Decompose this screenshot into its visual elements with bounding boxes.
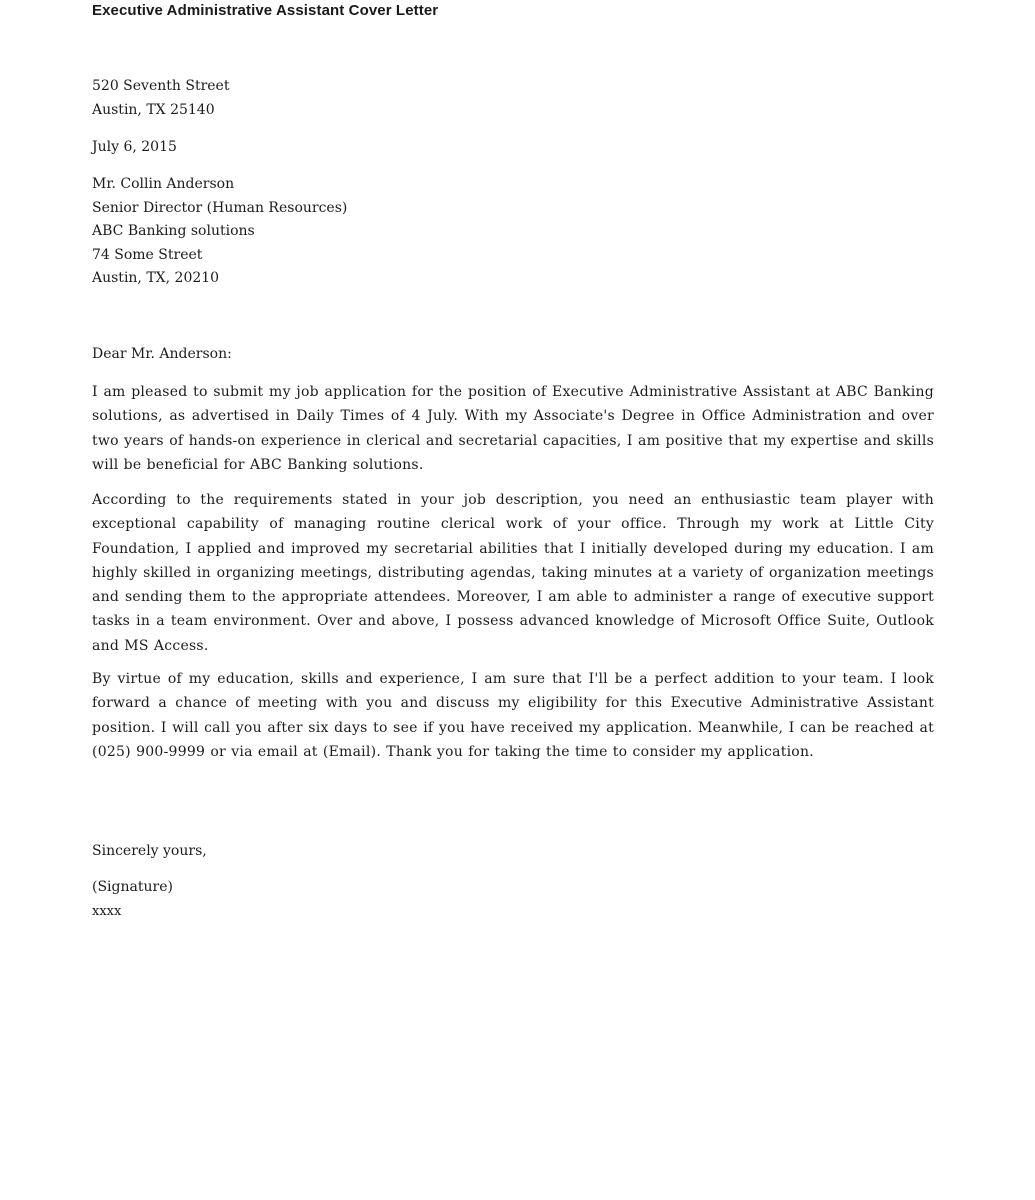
closing [92,840,942,864]
salutation-text: Dear Mr. Anderson: [92,346,232,362]
sender-street: 520 Seventh Street [92,78,230,94]
recipient-city: Austin, TX, 20210 [92,270,220,286]
recipient-name: Mr. Collin Anderson [92,176,235,192]
sender-address [92,75,942,122]
paragraph-2 [92,488,934,658]
paragraph-2-text: According to the requirements stated in your job description, you need an enthusiastic team player with exceptional capability of managing routine clerical work of your office. Through my work at Little City Foundation, I applied and improved my secretarial abilities that I initially developed during my education. I am highly skilled in organizing meetings, distributing agendas, taking minutes at a variety of organization meetings and sending them to the appropriate attendees. Moreover, I am able to administer a range of executive support tasks in a team environment. Over and above, I possess advanced knowledge of Microsoft Office Suite, Outlook and MS Access. [92,492,934,654]
paragraph-1-text: I am pleased to submit my job application for the position of Executive Administrative Assistant at ABC Banking solutions, as advertised in Daily Times of 4 July. With my Associate's Degree in Office Administration and over two years of hands-on experience in clerical and secretarial capacities, I am positive that my expertise and skills will be beneficial for ABC Banking solutions. [92,384,934,473]
document-title: Executive Administrative Assistant Cover Letter [92,2,439,19]
salutation [92,343,942,367]
recipient-street: 74 Some Street [92,246,203,263]
paragraph-1 [92,380,934,477]
letter-date [92,136,942,160]
recipient-company: ABC Banking solutions [92,223,255,239]
signature-text: (Signature) [92,879,173,895]
date-text: July 6, 2015 [92,139,177,155]
sender-city: Austin, TX 25140 [92,101,215,118]
recipient-title: Senior Director (Human Resources) [92,199,348,216]
paragraph-3-text: By virtue of my education, skills and experience, I am sure that I'll be a perfect addition to your team. I look forward a chance of meeting with you and discuss my eligibility for this Executive Administrative Assistant position. I will call you after six days to see if you have received my application. Meanwhile, I can be reached at (025) 900-9999 or via email at (Email). Thank you for taking the time to consider my application. [92,671,934,760]
paragraph-3 [92,667,934,764]
signature-block [92,876,942,923]
name-placeholder: xxxx [92,903,122,919]
closing-text: Sincerely yours, [92,843,207,859]
recipient-address [92,173,942,291]
